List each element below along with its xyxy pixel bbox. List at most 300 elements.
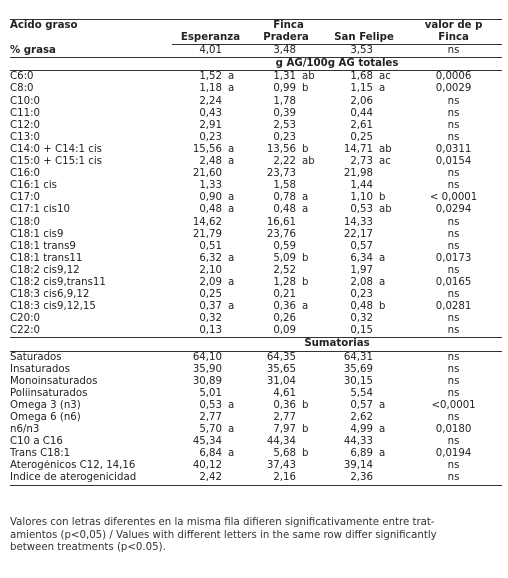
letter-san-felipe: b bbox=[379, 301, 386, 313]
pvalue: ns bbox=[447, 375, 460, 387]
pvalue: ns bbox=[447, 216, 460, 228]
letter-san-felipe bbox=[373, 325, 405, 338]
value-esperanza: 45,34 bbox=[192, 436, 222, 448]
row-name: Trans C18:1 bbox=[10, 448, 71, 460]
value-pradera: 1,78 bbox=[273, 95, 296, 107]
value-pradera: 23,73 bbox=[266, 168, 296, 180]
letter-esperanza bbox=[222, 313, 249, 325]
row-name: n6/n3 bbox=[10, 424, 40, 436]
value-pradera: 1,31 bbox=[273, 71, 296, 83]
value-esperanza: 1,52 bbox=[199, 71, 222, 83]
value-esperanza: 2,24 bbox=[199, 95, 222, 107]
value-san-felipe: 0,57 bbox=[350, 399, 373, 411]
value-pradera: 44,34 bbox=[266, 436, 296, 448]
units-row bbox=[10, 58, 502, 71]
value-esperanza: 15,56 bbox=[192, 143, 222, 155]
row-name: Poliinsaturados bbox=[10, 387, 88, 399]
row-name: C18:1 cis9 bbox=[10, 228, 64, 240]
letter-san-felipe bbox=[373, 241, 405, 253]
letter-san-felipe bbox=[373, 120, 405, 132]
fat-row-esperanza: 4,01 bbox=[172, 45, 222, 58]
letter-san-felipe bbox=[373, 217, 405, 229]
letter-pradera: a bbox=[302, 192, 309, 204]
value-san-felipe: 5,54 bbox=[350, 387, 373, 399]
value-san-felipe: 0,23 bbox=[350, 289, 373, 301]
letter-pradera bbox=[296, 376, 323, 388]
fat-row-pvalue: ns bbox=[405, 45, 502, 58]
row-name: C15:0 + C15:1 cis bbox=[10, 156, 102, 168]
table-row bbox=[10, 168, 502, 180]
letter-esperanza bbox=[222, 351, 249, 364]
letter-esperanza: a bbox=[228, 204, 235, 216]
value-san-felipe: 6,89 bbox=[350, 448, 373, 460]
letter-san-felipe bbox=[373, 180, 405, 192]
letter-pradera: b bbox=[302, 143, 309, 155]
footnote bbox=[10, 517, 500, 555]
value-pradera: 0,48 bbox=[273, 204, 296, 216]
pvalue: ns bbox=[447, 240, 460, 252]
table-row bbox=[10, 144, 502, 156]
row-name: C18:1 trans9 bbox=[10, 240, 76, 252]
value-san-felipe: 44,33 bbox=[343, 436, 373, 448]
row-name: C16:1 cis bbox=[10, 180, 57, 192]
letter-pradera bbox=[296, 241, 323, 253]
letter-esperanza bbox=[222, 241, 249, 253]
pvalue: < 0,0001 bbox=[429, 192, 478, 204]
row-name: Omega 3 (n3) bbox=[10, 399, 81, 411]
row-name: C18:1 trans11 bbox=[10, 252, 83, 264]
row-name: Monoinsaturados bbox=[10, 375, 98, 387]
value-san-felipe: 2,08 bbox=[350, 276, 373, 288]
value-esperanza: 2,91 bbox=[199, 119, 222, 131]
pvalue: ns bbox=[447, 313, 460, 325]
table-row bbox=[10, 277, 502, 289]
letter-pradera bbox=[296, 289, 323, 301]
letter-san-felipe: ab bbox=[379, 204, 392, 216]
pvalue: 0,0294 bbox=[435, 204, 472, 216]
value-pradera: 23,76 bbox=[266, 228, 296, 240]
sums-header-row bbox=[10, 338, 502, 351]
letter-pradera: ab bbox=[302, 156, 315, 168]
letter-esperanza: a bbox=[228, 448, 235, 460]
value-san-felipe: 1,68 bbox=[350, 71, 373, 83]
header-farm-esperanza: Esperanza bbox=[172, 32, 249, 45]
table-row bbox=[10, 376, 502, 388]
value-pradera: 1,28 bbox=[273, 276, 296, 288]
letter-san-felipe bbox=[373, 388, 405, 400]
letter-pradera bbox=[296, 412, 323, 424]
value-pradera: 13,56 bbox=[266, 143, 296, 155]
letter-esperanza bbox=[222, 180, 249, 192]
letter-pradera: ab bbox=[302, 71, 315, 83]
table-row bbox=[10, 265, 502, 277]
letter-pradera bbox=[296, 217, 323, 229]
pvalue: ns bbox=[405, 325, 502, 338]
letter-san-felipe bbox=[373, 472, 405, 485]
pvalue: <0,0001 bbox=[431, 399, 476, 411]
value-san-felipe: 0,57 bbox=[350, 240, 373, 252]
value-san-felipe: 6,34 bbox=[350, 252, 373, 264]
value-esperanza: 14,62 bbox=[192, 216, 222, 228]
table-row bbox=[10, 253, 502, 265]
footnote-line-1: Valores con letras diferentes en la misma fila difieren significativamente entre trat- bbox=[10, 517, 435, 528]
pvalue: ns bbox=[447, 363, 460, 375]
letter-esperanza: a bbox=[228, 192, 235, 204]
value-esperanza: 6,32 bbox=[199, 252, 222, 264]
letter-esperanza: a bbox=[228, 83, 235, 95]
letter-pradera bbox=[296, 108, 323, 120]
table-row bbox=[10, 400, 502, 412]
value-esperanza: 35,90 bbox=[192, 363, 222, 375]
value-san-felipe: 14,33 bbox=[343, 216, 373, 228]
letter-san-felipe bbox=[373, 289, 405, 301]
footnote-line-3: between treatments (p<0.05). bbox=[10, 542, 166, 554]
value-pradera: 5,09 bbox=[273, 252, 296, 264]
row-name: C18:2 cis9,12 bbox=[10, 264, 80, 276]
letter-san-felipe bbox=[373, 376, 405, 388]
value-san-felipe: 35,69 bbox=[343, 363, 373, 375]
row-name: C11:0 bbox=[10, 107, 40, 119]
letter-pradera bbox=[296, 168, 323, 180]
header-pvalue: valor de p bbox=[405, 20, 502, 33]
letter-san-felipe bbox=[373, 351, 405, 364]
table-row bbox=[10, 132, 502, 144]
header-row-1 bbox=[10, 20, 502, 33]
letter-pradera bbox=[296, 364, 323, 376]
sums-label: Sumatorias bbox=[172, 338, 502, 351]
units-label: g AG/100g AG totales bbox=[172, 58, 502, 71]
pvalue: ns bbox=[447, 351, 460, 363]
value-esperanza: 21,79 bbox=[192, 228, 222, 240]
header-farm-san-felipe: San Felipe bbox=[323, 32, 405, 45]
table-row bbox=[10, 448, 502, 460]
pvalue: ns bbox=[447, 289, 460, 301]
value-pradera: 4,61 bbox=[273, 387, 296, 399]
letter-pradera bbox=[296, 388, 323, 400]
letter-san-felipe: ac bbox=[379, 156, 391, 168]
table-row bbox=[10, 388, 502, 400]
letter-esperanza bbox=[222, 108, 249, 120]
table-row bbox=[10, 71, 502, 84]
value-san-felipe: 30,15 bbox=[343, 375, 373, 387]
value-esperanza: 0,48 bbox=[199, 204, 222, 216]
letter-pradera: b bbox=[302, 399, 309, 411]
value-esperanza: 64,10 bbox=[192, 351, 222, 363]
letter-esperanza: a bbox=[228, 143, 235, 155]
value-san-felipe: 0,25 bbox=[350, 131, 373, 143]
letter-san-felipe bbox=[373, 265, 405, 277]
letter-san-felipe: ab bbox=[379, 143, 392, 155]
letter-san-felipe bbox=[373, 436, 405, 448]
letter-esperanza bbox=[222, 388, 249, 400]
value-esperanza: 2,42 bbox=[172, 472, 222, 485]
pvalue: ns bbox=[447, 460, 460, 472]
value-pradera: 2,53 bbox=[273, 119, 296, 131]
pvalue: ns bbox=[405, 472, 502, 485]
letter-san-felipe bbox=[373, 460, 405, 472]
row-name: C16:0 bbox=[10, 168, 40, 180]
table-row bbox=[10, 96, 502, 108]
pvalue: 0,0194 bbox=[435, 448, 472, 460]
value-pradera: 0,23 bbox=[273, 131, 296, 143]
letter-san-felipe bbox=[373, 229, 405, 241]
letter-esperanza bbox=[222, 412, 249, 424]
letter-pradera bbox=[296, 351, 323, 364]
row-name: C18:3 cis9,12,15 bbox=[10, 301, 96, 313]
letter-esperanza bbox=[222, 96, 249, 108]
letter-san-felipe: a bbox=[379, 424, 386, 436]
value-san-felipe: 0,44 bbox=[350, 107, 373, 119]
letter-san-felipe: b bbox=[379, 192, 386, 204]
value-esperanza: 2,77 bbox=[199, 412, 222, 423]
letter-esperanza bbox=[222, 289, 249, 301]
pvalue: ns bbox=[447, 131, 460, 143]
value-esperanza: 5,01 bbox=[199, 387, 222, 399]
value-pradera: 2,16 bbox=[249, 472, 296, 485]
letter-san-felipe: a bbox=[379, 448, 386, 460]
letter-san-felipe bbox=[373, 313, 405, 325]
table-row bbox=[10, 325, 502, 338]
letter-esperanza bbox=[222, 229, 249, 241]
value-pradera: 0,39 bbox=[273, 107, 296, 119]
table-row bbox=[10, 229, 502, 241]
letter-esperanza bbox=[222, 460, 249, 472]
table-row bbox=[10, 204, 502, 216]
value-san-felipe: 2,62 bbox=[350, 412, 373, 423]
letter-esperanza bbox=[222, 217, 249, 229]
value-pradera: 0,59 bbox=[273, 240, 296, 252]
value-pradera: 1,58 bbox=[273, 180, 296, 192]
pvalue: ns bbox=[447, 436, 460, 448]
letter-esperanza: a bbox=[228, 399, 235, 411]
letter-pradera: a bbox=[302, 301, 309, 313]
pvalue: 0,0281 bbox=[435, 301, 472, 313]
table-row bbox=[10, 108, 502, 120]
value-pradera: 16,61 bbox=[266, 216, 296, 228]
value-san-felipe: 1,15 bbox=[350, 83, 373, 95]
row-name: Omega 6 (n6) bbox=[10, 412, 81, 423]
letter-esperanza bbox=[222, 472, 249, 485]
value-esperanza: 0,13 bbox=[172, 325, 222, 338]
letter-pradera bbox=[296, 132, 323, 144]
row-name: Aterogénicos C12, 14,16 bbox=[10, 460, 136, 472]
letter-esperanza: a bbox=[228, 252, 235, 264]
row-name: C8:0 bbox=[10, 83, 34, 95]
value-san-felipe: 2,61 bbox=[350, 119, 373, 131]
pvalue: ns bbox=[447, 228, 460, 240]
pvalue: ns bbox=[447, 264, 460, 276]
row-name: Insaturados bbox=[10, 363, 70, 375]
row-name: C18:0 bbox=[10, 216, 40, 228]
value-pradera: 5,68 bbox=[273, 448, 296, 460]
letter-esperanza bbox=[222, 265, 249, 277]
fat-row-pradera: 3,48 bbox=[249, 45, 296, 58]
letter-san-felipe bbox=[373, 108, 405, 120]
value-esperanza: 5,70 bbox=[199, 424, 222, 436]
letter-pradera bbox=[296, 436, 323, 448]
header-farm-pradera: Pradera bbox=[249, 32, 323, 45]
value-esperanza: 6,84 bbox=[199, 448, 222, 460]
row-name: C17:1 cis10 bbox=[10, 204, 70, 216]
value-san-felipe: 39,14 bbox=[343, 460, 373, 472]
row-name: C12:0 bbox=[10, 119, 40, 131]
letter-san-felipe: a bbox=[379, 83, 386, 95]
letter-esperanza bbox=[222, 132, 249, 144]
row-name: C18:3 cis6,9,12 bbox=[10, 289, 90, 301]
table-row bbox=[10, 180, 502, 192]
header-row-2 bbox=[10, 32, 502, 45]
value-san-felipe: 0,48 bbox=[350, 301, 373, 313]
value-pradera: 0,78 bbox=[273, 192, 296, 204]
row-name: C14:0 + C14:1 cis bbox=[10, 143, 102, 155]
table-row bbox=[10, 289, 502, 301]
letter-pradera bbox=[296, 325, 323, 338]
pvalue: ns bbox=[447, 119, 460, 131]
value-esperanza: 1,33 bbox=[199, 180, 222, 192]
value-san-felipe: 0,15 bbox=[323, 325, 373, 338]
value-esperanza: 0,53 bbox=[199, 399, 222, 411]
value-pradera: 7,97 bbox=[273, 424, 296, 436]
value-pradera: 2,52 bbox=[273, 264, 296, 276]
value-pradera: 0,26 bbox=[273, 313, 296, 325]
letter-pradera bbox=[296, 460, 323, 472]
pvalue: 0,0029 bbox=[435, 83, 472, 95]
fatty-acid-table bbox=[10, 19, 502, 486]
letter-pradera: b bbox=[302, 424, 309, 436]
letter-pradera: b bbox=[302, 448, 309, 460]
letter-pradera bbox=[296, 472, 323, 485]
pvalue: 0,0165 bbox=[435, 276, 472, 288]
letter-esperanza bbox=[222, 364, 249, 376]
header-farm: Finca bbox=[172, 20, 405, 33]
header-fatty-acid: Ácido graso bbox=[10, 20, 172, 33]
value-pradera: 0,09 bbox=[249, 325, 296, 338]
letter-pradera: b bbox=[302, 276, 309, 288]
letter-esperanza bbox=[222, 325, 249, 338]
value-pradera: 0,36 bbox=[273, 399, 296, 411]
pvalue: 0,0173 bbox=[435, 252, 472, 264]
pvalue: ns bbox=[447, 168, 460, 180]
value-san-felipe: 64,31 bbox=[343, 351, 373, 363]
letter-esperanza: a bbox=[228, 301, 235, 313]
value-esperanza: 1,18 bbox=[199, 83, 222, 95]
value-esperanza: 0,23 bbox=[199, 131, 222, 143]
value-san-felipe: 21,98 bbox=[343, 168, 373, 180]
table-row bbox=[10, 424, 502, 436]
row-name: C13:0 bbox=[10, 131, 40, 143]
letter-pradera: b bbox=[302, 252, 309, 264]
pvalue: ns bbox=[447, 387, 460, 399]
table-row bbox=[10, 301, 502, 313]
letter-san-felipe bbox=[373, 96, 405, 108]
value-esperanza: 21,60 bbox=[192, 168, 222, 180]
table-row bbox=[10, 351, 502, 364]
value-pradera: 64,35 bbox=[266, 351, 296, 363]
table-row bbox=[10, 472, 502, 485]
pvalue: ns bbox=[447, 412, 460, 423]
pvalue: ns bbox=[447, 180, 460, 192]
row-name: Saturados bbox=[10, 351, 62, 363]
pvalue: 0,0311 bbox=[435, 143, 472, 155]
value-esperanza: 0,32 bbox=[199, 313, 222, 325]
letter-san-felipe bbox=[373, 412, 405, 424]
letter-san-felipe: a bbox=[379, 399, 386, 411]
value-esperanza: 0,43 bbox=[199, 107, 222, 119]
fat-row bbox=[10, 45, 502, 58]
value-pradera: 0,21 bbox=[273, 289, 296, 301]
pvalue: ns bbox=[447, 107, 460, 119]
table-row bbox=[10, 364, 502, 376]
letter-san-felipe bbox=[373, 132, 405, 144]
value-pradera: 2,22 bbox=[273, 156, 296, 168]
row-name: Índice de aterogenicidad bbox=[10, 472, 172, 485]
table-row bbox=[10, 120, 502, 132]
footnote-line-2: amientos (p<0,05) / Values with different letters in the same row differ significantly bbox=[10, 529, 437, 541]
value-san-felipe: 2,36 bbox=[323, 472, 373, 485]
letter-san-felipe bbox=[373, 168, 405, 180]
value-san-felipe: 14,71 bbox=[343, 143, 373, 155]
value-pradera: 37,43 bbox=[266, 460, 296, 472]
row-name: C17:0 bbox=[10, 192, 40, 204]
pvalue: ns bbox=[447, 95, 460, 107]
letter-san-felipe: a bbox=[379, 276, 386, 288]
letter-esperanza bbox=[222, 168, 249, 180]
letter-san-felipe bbox=[373, 364, 405, 376]
value-esperanza: 2,09 bbox=[199, 276, 222, 288]
value-san-felipe: 1,10 bbox=[350, 192, 373, 204]
letter-esperanza: a bbox=[228, 71, 235, 83]
table-row bbox=[10, 412, 502, 424]
value-pradera: 35,65 bbox=[266, 363, 296, 375]
letter-esperanza bbox=[222, 120, 249, 132]
pvalue: 0,0180 bbox=[435, 424, 472, 436]
value-pradera: 31,04 bbox=[266, 375, 296, 387]
fat-row-label: % grasa bbox=[10, 45, 172, 58]
letter-pradera: a bbox=[302, 204, 309, 216]
row-name: C22:0 bbox=[10, 325, 172, 338]
value-san-felipe: 2,73 bbox=[350, 156, 373, 168]
letter-esperanza: a bbox=[228, 156, 235, 168]
value-pradera: 0,36 bbox=[273, 301, 296, 313]
row-name: C10 a C16 bbox=[10, 436, 63, 448]
letter-esperanza: a bbox=[228, 276, 235, 288]
value-san-felipe: 0,53 bbox=[350, 204, 373, 216]
table-row bbox=[10, 241, 502, 253]
letter-esperanza: a bbox=[228, 424, 235, 436]
letter-pradera bbox=[296, 229, 323, 241]
value-san-felipe: 4,99 bbox=[350, 424, 373, 436]
value-san-felipe: 0,32 bbox=[350, 313, 373, 325]
table-row bbox=[10, 192, 502, 204]
value-san-felipe: 1,97 bbox=[350, 264, 373, 276]
letter-pradera bbox=[296, 96, 323, 108]
value-esperanza: 40,12 bbox=[192, 460, 222, 472]
letter-pradera bbox=[296, 313, 323, 325]
value-esperanza: 2,48 bbox=[199, 156, 222, 168]
fat-row-san-felipe: 3,53 bbox=[323, 45, 373, 58]
table-row bbox=[10, 313, 502, 325]
table-row bbox=[10, 83, 502, 95]
letter-san-felipe: a bbox=[379, 252, 386, 264]
value-esperanza: 0,51 bbox=[199, 240, 222, 252]
letter-pradera bbox=[296, 265, 323, 277]
value-esperanza: 2,10 bbox=[199, 264, 222, 276]
table-row bbox=[10, 156, 502, 168]
value-san-felipe: 1,44 bbox=[350, 180, 373, 192]
letter-esperanza bbox=[222, 436, 249, 448]
row-name: C10:0 bbox=[10, 95, 40, 107]
row-name: C20:0 bbox=[10, 313, 40, 325]
